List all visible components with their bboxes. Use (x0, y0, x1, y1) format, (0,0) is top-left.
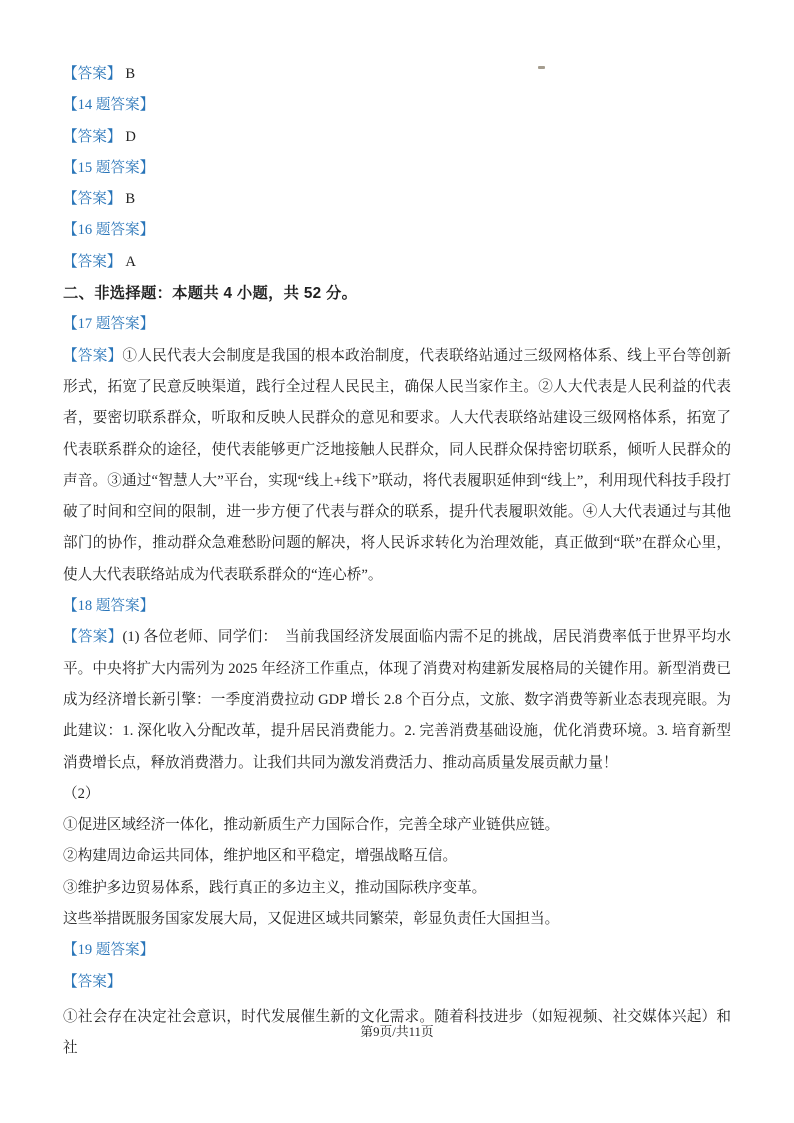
page-number-footer: 第9页/共11页 (360, 1025, 434, 1039)
answer-label: 【答案】 (63, 629, 123, 646)
question-19-title (63, 935, 731, 966)
answer-label: 【答案】 (63, 253, 122, 270)
answer-label: 【答案】 (63, 191, 122, 208)
question-title-label: 【19 题答案】 (63, 942, 155, 959)
question-title-label: 【14 题答案】 (63, 97, 155, 114)
question-17-title (63, 309, 731, 340)
section-heading: 二、非选择题：本题共 4 小题，共 52 分。 (63, 285, 358, 303)
answer-value: B (125, 191, 136, 208)
question-18-point: 这些举措既服务国家发展大局，又促进区域共同繁荣，彰显负责任大国担当。 (63, 911, 560, 928)
question-18-point: ①促进区域经济一体化，推动新质生产力国际合作，完善全球产业链供应链。 (63, 817, 560, 834)
answer-line (63, 59, 731, 90)
answer-value: B (125, 66, 136, 82)
question-18-point: ②构建周边命运共同体，维护地区和平稳定，增强战略互信。 (63, 848, 458, 865)
question-19-answer-label-line (63, 967, 731, 998)
answer-text: (1) 各位老师、同学们： 当前我国经济发展面临内需不足的挑战，居民消费率低于世界平均水平。中央将扩大内需列为 2025 年经济工作重点，体现了消费对构建新发展格局的关键作用。新型消费已成为经济增长新引擎：一季度消费拉动 GDP 增长 2.8 个百分点，文旅、数字消费等新业态表现亮眼。为此建议：1. 深化收入分配改革，提升居民消费能力。2. 完善消费基础设施，优化消费环境。3. 培育新型消费增长点，释放消费潜力。让我们共同为激发消费活力、推动高质量发展贡献力量！ (63, 629, 731, 771)
question-18-title (63, 591, 731, 622)
answer-label: 【答案】 (63, 66, 122, 82)
question-17-answer-paragraph (63, 341, 731, 591)
answer-value: D (125, 128, 136, 145)
question-18-point: ③维护多边贸易体系，践行真正的多边主义，推动国际秩序变革。 (63, 879, 487, 896)
answer-line (63, 247, 731, 278)
answer-text: ①人民代表大会制度是我国的根本政治制度，代表联络站通过三级网格体系、线上平台等创新形式，拓宽了民意反映渠道，践行全过程人民民主，确保人民当家作主。②人大代表是人民利益的代表者，要密切联系群众，听取和反映人民群众的意见和要求。人大代表联络站建设三级网格体系，拓宽了代表联系群众的途径，使代表能够更广泛地接触人民群众，同人民群众保持密切联系，倾听人民群众的声音。③通过“智慧人大”平台，实现“线上+线下”联动，将代表履职延伸到“线上”，利用现代科技手段打破了时间和空间的限制，进一步方便了代表与群众的联系，提升代表履职效能。④人大代表通过与其他部门的协作，推动群众急难愁盼问题的解决，将人民诉求转化为治理效能，真正做到“联”在群众心里，使人大代表联络站成为代表联系群众的“连心桥”。 (63, 347, 731, 583)
question-title (63, 90, 731, 121)
answer-label: 【答案】 (63, 128, 122, 145)
question-title (63, 153, 731, 184)
question-title-label: 【17 题答案】 (63, 316, 155, 333)
answer-line (63, 122, 731, 153)
question-18-part2-intro: （2） (63, 785, 100, 802)
question-19-answer-first-line: ①社会存在决定社会意识，时代发展催生新的文化需求。随着科技进步（如短视频、社交媒体兴起）和社 (63, 1008, 731, 1057)
question-title-label: 【16 题答案】 (63, 222, 155, 239)
question-18-part1-paragraph (63, 622, 731, 778)
answer-line (63, 184, 731, 215)
document-body (63, 59, 731, 1065)
answer-label: 【答案】 (63, 973, 122, 990)
question-title-label: 【15 题答案】 (63, 159, 155, 176)
question-title (63, 215, 731, 246)
answer-label: 【答案】 (63, 347, 123, 364)
question-title-label: 【18 题答案】 (63, 598, 155, 615)
answer-value: A (125, 253, 136, 270)
